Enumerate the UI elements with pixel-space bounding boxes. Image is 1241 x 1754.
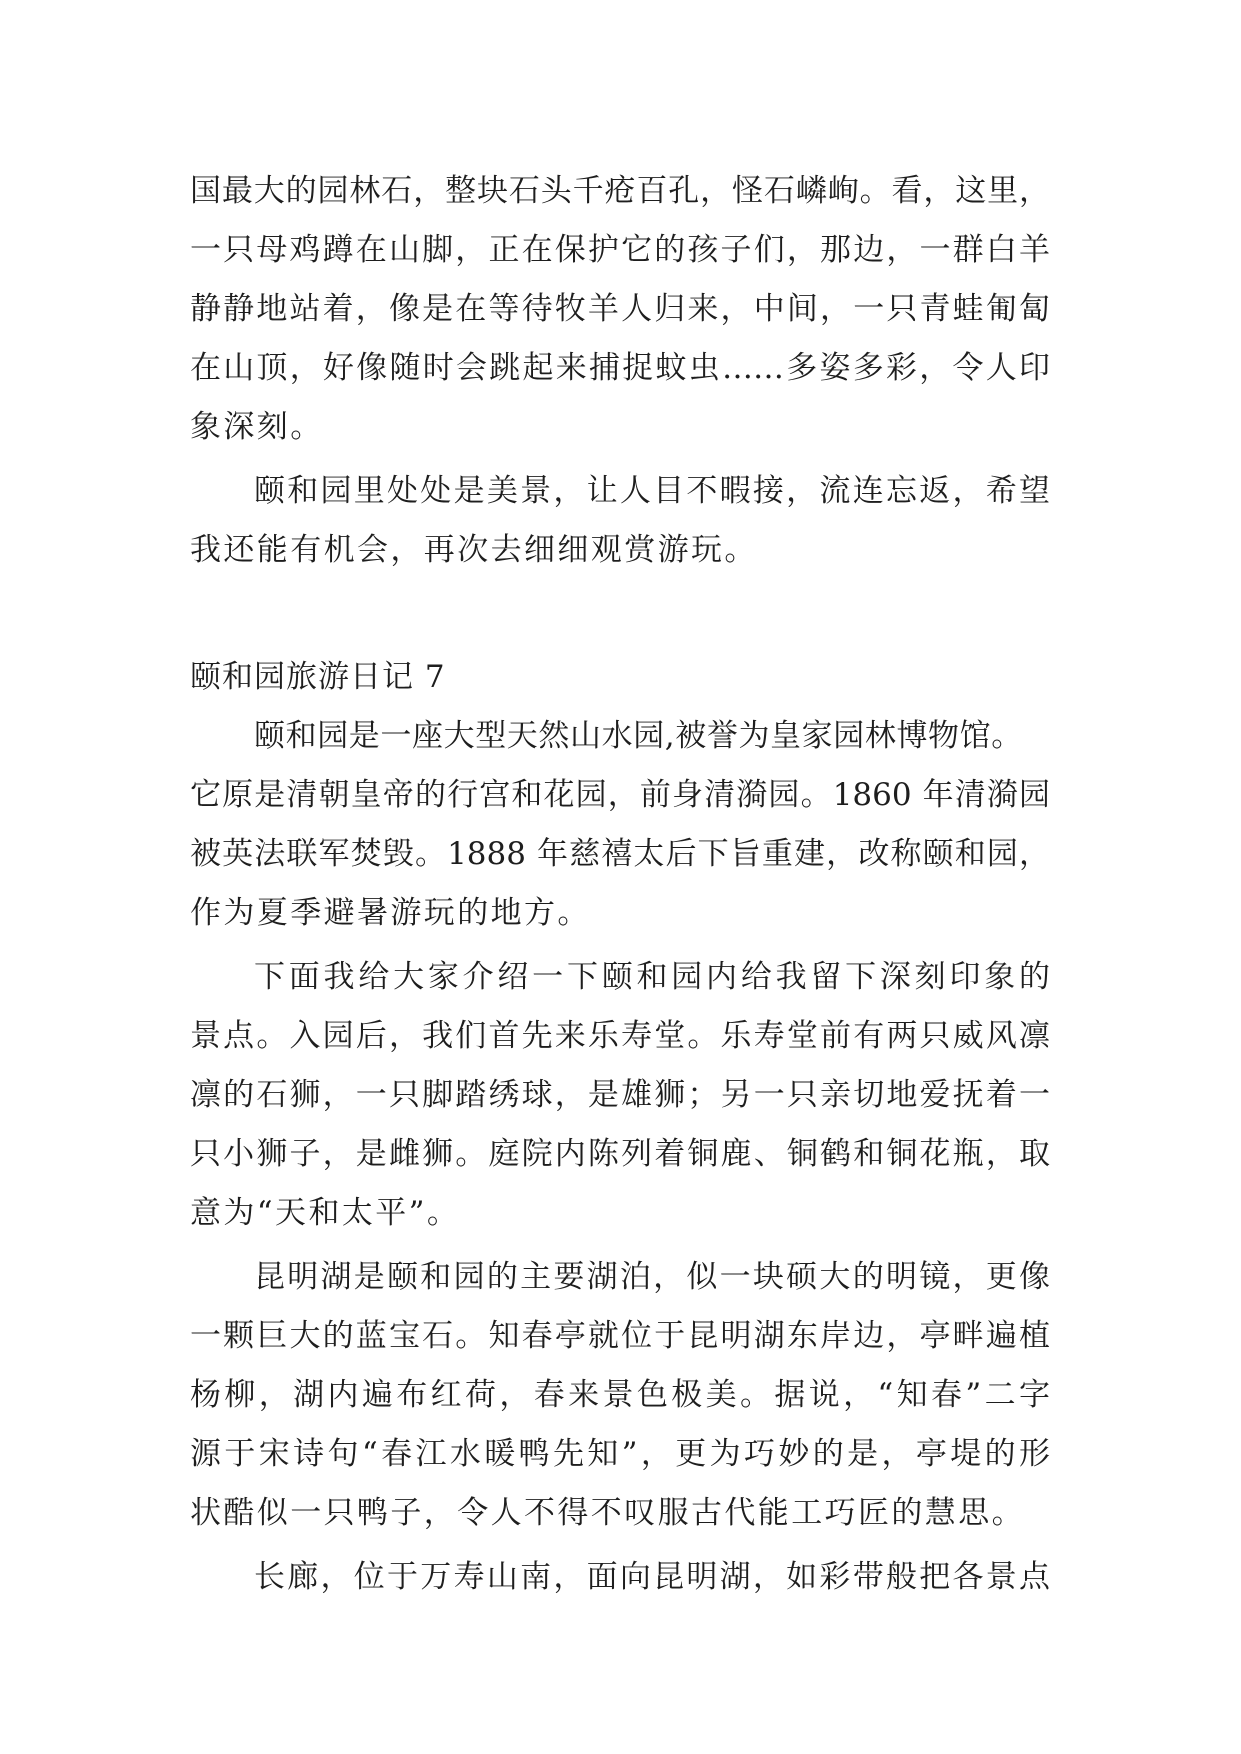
- text-line: 颐和园里处处是美景，让人目不暇接，流连忘返，希望: [254, 473, 1050, 509]
- section-title: 颐和园旅游日记 7: [190, 659, 446, 695]
- text-line: 状酷似一只鸭子，令人不得不叹服古代能工巧匠的慧思。: [190, 1495, 1025, 1531]
- document-body: [190, 162, 1050, 1607]
- text-line: 只小狮子，是雌狮。庭院内陈列着铜鹿、铜鹤和铜花瓶，取: [190, 1136, 1050, 1172]
- text-line: 象深刻。: [190, 409, 324, 445]
- text-line: 景点。入园后，我们首先来乐寿堂。乐寿堂前有两只威风凛: [190, 1018, 1050, 1054]
- text-line: 它原是清朝皇帝的行宫和花园，前身清漪园。1860 年清漪园: [190, 777, 1050, 813]
- text-line: 源于宋诗句“春江水暖鸭先知”，更为巧妙的是，亭堤的形: [190, 1436, 1050, 1472]
- text-line: 我还能有机会，再次去细细观赏游玩。: [190, 532, 758, 568]
- paragraph: [190, 948, 1050, 1243]
- paragraph: [190, 462, 1050, 580]
- text-line: 静静地站着，像是在等待牧羊人归来，中间，一只青蛙匍匐: [190, 291, 1050, 327]
- text-line: 长廊，位于万寿山南，面向昆明湖，如彩带般把各景点: [254, 1559, 1050, 1595]
- text-line: 一颗巨大的蓝宝石。知春亭就位于昆明湖东岸边，亭畔遍植: [190, 1318, 1050, 1354]
- text-line: 意为“天和太平”。: [190, 1195, 461, 1231]
- text-line: 作为夏季避暑游玩的地方。: [190, 895, 591, 931]
- text-line: 一只母鸡蹲在山脚，正在保护它的孩子们，那边，一群白羊: [190, 232, 1050, 268]
- text-line: 被英法联军焚毁。1888 年慈禧太后下旨重建，改称颐和园，: [190, 836, 1050, 872]
- text-line: 凛的石狮，一只脚踏绣球，是雄狮；另一只亲切地爱抚着一: [190, 1077, 1050, 1113]
- paragraph: [190, 162, 1050, 457]
- text-line: 国最大的园林石，整块石头千疮百孔，怪石嶙峋。看，这里，: [190, 173, 1050, 209]
- paragraph: [190, 1548, 1050, 1607]
- text-line: 下面我给大家介绍一下颐和园内给我留下深刻印象的: [254, 959, 1050, 995]
- text-line: 在山顶，好像随时会跳起来捕捉蚊虫……多姿多彩，令人印: [190, 350, 1050, 386]
- text-line: 杨柳，湖内遍布红荷，春来景色极美。据说，“知春”二字: [190, 1377, 1050, 1413]
- paragraph: [190, 707, 1050, 943]
- paragraph: [190, 1248, 1050, 1543]
- text-line: 昆明湖是颐和园的主要湖泊，似一块硕大的明镜，更像: [254, 1259, 1050, 1295]
- text-line: 颐和园是一座大型天然山水园,被誉为皇家园林博物馆。: [254, 718, 1023, 754]
